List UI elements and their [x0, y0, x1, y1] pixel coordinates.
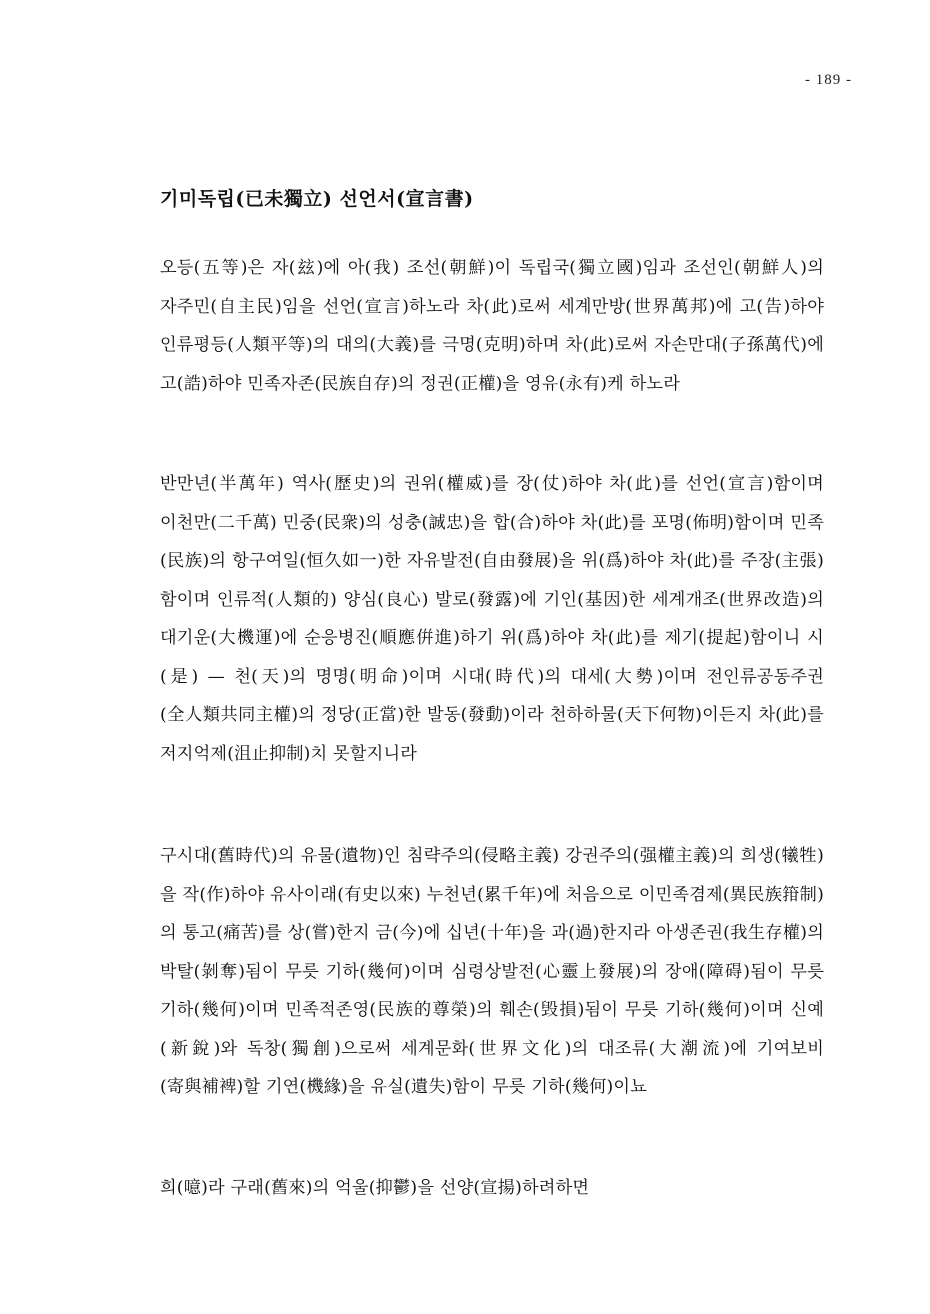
- paragraph-4: 희(噫)라 구래(舊來)의 억울(抑鬱)을 선양(宣揚)하려하면: [160, 1178, 590, 1199]
- paragraph-3: 구시대(舊時代)의 유물(遺物)인 침략주의(侵略主義) 강권주의(强權主義)의 희생(犧牲)을 작(作)하야 유사이래(有史以來) 누천년(累千年)에 처음으로 이민족겸제(異民族箝制)의 통고(痛苦)를 상(嘗)한지 금(今)에 십년(十年)을 과(過)한지라 아생존권(我生存權)의 박탈(剝奪)됨이 무릇 기하(幾何)이며 심령상발전(心靈上發展)의 장애(障碍)됨이 무릇 기하(幾何)이며 민족적존영(民族的尊榮)의 훼손(毁損)됨이 무릇 기하(幾何)이며 신예(新銳)와 독창(獨創)으로써 세계문화(世界文化)의 대조류(大潮流)에 기여보비(寄與補裨)할 기연(機緣)을 유실(遺失)함이 무릇 기하(幾何)이뇨: [160, 846, 824, 1098]
- paragraph-2: 반만년(半萬年) 역사(歷史)의 권위(權威)를 장(仗)하야 차(此)를 선언(宣言)함이며 이천만(二千萬) 민중(民衆)의 성충(誠忠)을 합(合)하야 차(此)를 포명(佈明)함이며 민족(民族)의 항구여일(恒久如一)한 자유발전(自由發展)을 위(爲)하야 차(此)를 주장(主張)함이며 인류적(人類的) 양심(良心) 발로(發露)에 기인(基因)한 세계개조(世界改造)의 대기운(大機運)에 순응병진(順應倂進)하기 위(爲)하야 차(此)를 제기(提起)함이니 시(是) — 천(天)의 명명(明命)이며 시대(時代)의 대세(大勢)이며 전인류공동주권(全人類共同主權)의 정당(正當)한 발동(發動)이라 천하하물(天下何物)이든지 차(此)를 저지억제(沮止抑制)치 못할지니라: [160, 474, 824, 764]
- page-number: - 189 -: [805, 72, 852, 88]
- document-title: 기미독립(已未獨立) 선언서(宣言書): [160, 188, 474, 210]
- paragraph-1: 오등(五等)은 자(玆)에 아(我) 조선(朝鮮)이 독립국(獨立國)임과 조선인(朝鮮人)의 자주민(自主民)임을 선언(宣言)하노라 차(此)로써 세계만방(世界萬邦)에 고(告)하야 인류평등(人類平等)의 대의(大義)를 극명(克明)하며 차(此)로써 자손만대(子孫萬代)에 고(誥)하야 민족자존(民族自存)의 정권(正權)을 영유(永有)케 하노라: [160, 258, 824, 394]
